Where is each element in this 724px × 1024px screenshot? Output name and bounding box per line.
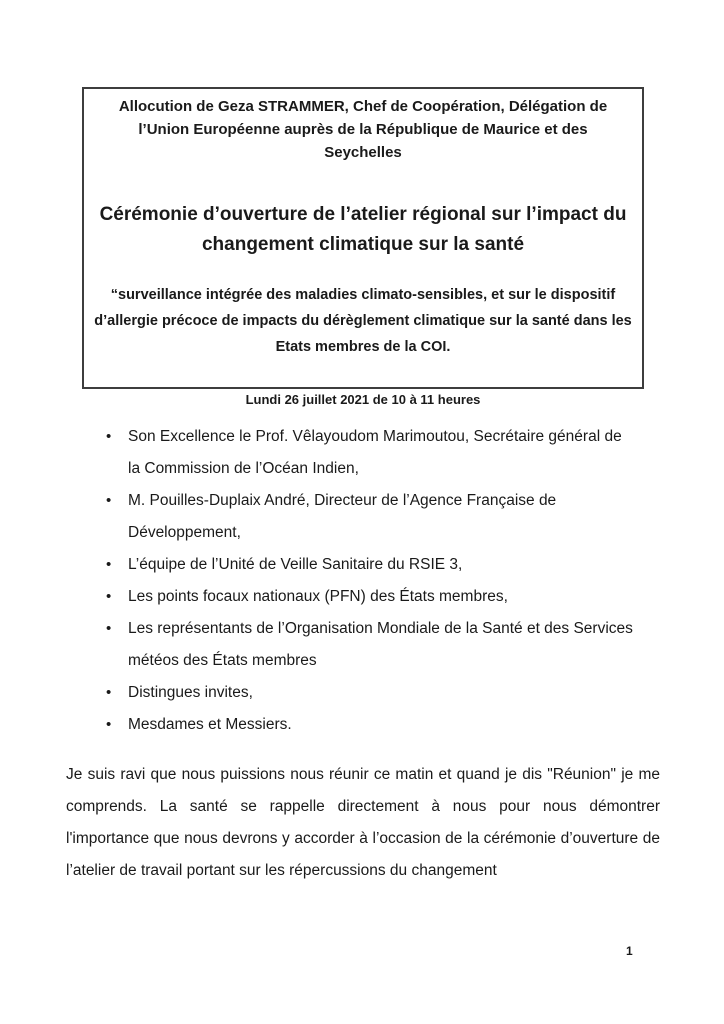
list-item: • Son Excellence le Prof. Vêlayoudom Marimoutou, Secrétaire général de la Commission de l’Océan Indien,	[104, 421, 636, 485]
attendees-list	[104, 421, 636, 741]
header-box	[82, 87, 644, 407]
list-item: • Distingues invites,	[104, 677, 636, 709]
page-number: 1	[626, 944, 633, 958]
workshop-title: Cérémonie d’ouverture de l’atelier régional sur l’impact du changement climatique sur la santé	[99, 204, 627, 255]
list-item: • L’équipe de l’Unité de Veille Sanitaire du RSIE 3,	[104, 549, 636, 581]
list-item: • Mesdames et Messiers.	[104, 709, 636, 741]
event-datetime: Lundi 26 juillet 2021 de 10 à 11 heures	[245, 392, 481, 407]
list-item: • M. Pouilles-Duplaix André, Directeur de l’Agence Française de Développement,	[104, 485, 636, 549]
body-paragraph: Je suis ravi que nous puissions nous réunir ce matin et quand je dis "Réunion" je me comprends. La santé se rappelle directement à nous pour nous démontrer l'importance que nous devrons y accorder à l’occasion de la cérémonie d’ouverture de l’atelier de travail portant sur les répercussions du changement	[66, 766, 660, 879]
workshop-subtitle: “surveillance intégrée des maladies climato-sensibles, et sur le dispositif d’allergie précoce de impacts du dérèglement climatique sur la santé dans les Etats membres de la COI.	[94, 287, 632, 355]
allocution-heading: Allocution de Geza STRAMMER, Chef de Coopération, Délégation de l’Union Européenne auprès de la République de Maurice et des Seychelles	[118, 98, 608, 161]
list-item: • Les représentants de l’Organisation Mondiale de la Santé et des Services météos des États membres	[104, 613, 636, 677]
list-item: • Les points focaux nationaux (PFN) des États membres,	[104, 581, 636, 613]
